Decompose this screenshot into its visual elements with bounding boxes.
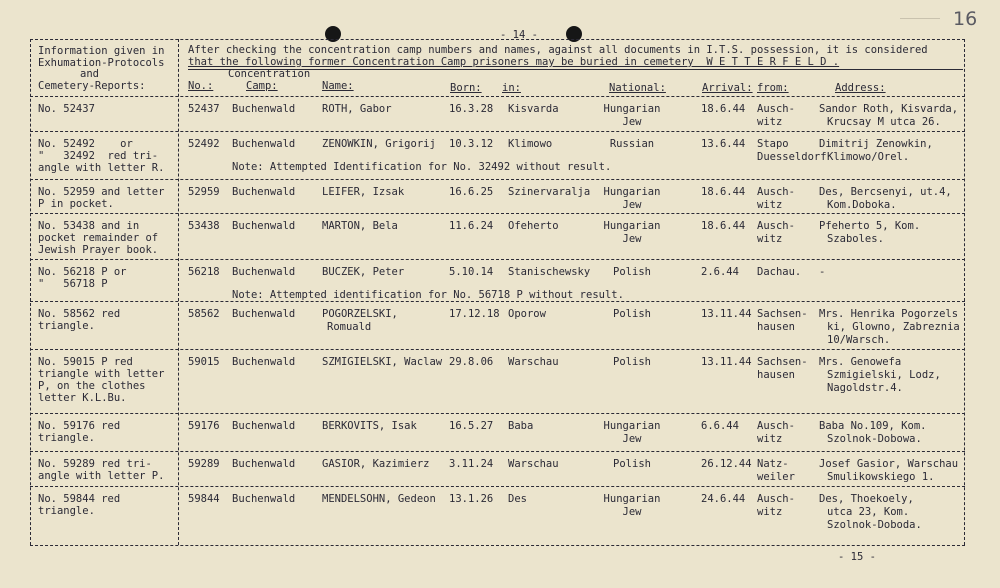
- row-info-line: pocket remainder of: [38, 232, 159, 244]
- bottom-page-number: - 15 -: [838, 551, 876, 563]
- faint-pencil-mark: [900, 18, 940, 19]
- row-arrival: 26.12.44: [701, 458, 752, 470]
- table-right-border: [964, 39, 965, 545]
- row-address: Des, Bercsenyi, ut.4,: [819, 186, 952, 198]
- row-info-line: triangle.: [38, 505, 95, 517]
- row-camp: Buchenwald: [232, 308, 296, 320]
- row-from: witz: [757, 116, 783, 128]
- row-name: LEIFER, Izsak: [322, 186, 405, 198]
- row-camp: Buchenwald: [232, 138, 296, 150]
- row-from: Natz-: [757, 458, 789, 470]
- row-born: 16.3.28: [449, 103, 494, 115]
- row-divider: [30, 131, 965, 132]
- row-divider: [30, 486, 965, 487]
- row-from: witz: [757, 233, 783, 245]
- row-nationality: Hungarian: [603, 493, 661, 505]
- row-from: witz: [757, 199, 783, 211]
- row-birthplace: Kisvarda: [508, 103, 559, 115]
- row-nationality: Jew: [622, 433, 642, 445]
- row-arrival: 24.6.44: [701, 493, 746, 505]
- row-divider: [30, 413, 965, 414]
- row-nationality: Jew: [622, 506, 642, 518]
- row-from: Ausch-: [757, 220, 795, 232]
- row-name: MENDELSOHN, Gedeon: [322, 493, 436, 505]
- row-info-line: " 56718 P: [38, 278, 108, 290]
- row-from: weiler: [757, 471, 795, 483]
- row-from: witz: [757, 433, 783, 445]
- row-birthplace: Des: [508, 493, 527, 505]
- row-info-line: No. 59176 red: [38, 420, 121, 432]
- row-address: Mrs. Henrika Pogorzels: [819, 308, 959, 320]
- row-prisoner-number: 59289: [188, 458, 220, 470]
- row-prisoner-number: 52492: [188, 138, 220, 150]
- row-info-line: " 32492 red tri-: [38, 150, 159, 162]
- header-info-line-2: Exhumation-Protocols: [38, 57, 165, 69]
- row-name: GASIOR, Kazimierz: [322, 458, 430, 470]
- row-from: Sachsen-: [757, 356, 808, 368]
- row-birthplace: Warschau: [508, 458, 559, 470]
- row-divider: [30, 96, 965, 97]
- row-arrival: 13.11.44: [701, 356, 752, 368]
- row-birthplace: Klimowo: [508, 138, 553, 150]
- row-nationality: Hungarian: [603, 420, 661, 432]
- row-address: Smulikowskiego 1.: [827, 471, 935, 483]
- row-camp: Buchenwald: [232, 103, 296, 115]
- row-address: Kom.Doboka.: [827, 199, 897, 211]
- row-born: 5.10.14: [449, 266, 494, 278]
- col-national: National:: [609, 82, 666, 94]
- row-from: Duesseldorf: [757, 151, 827, 163]
- col-in: in:: [502, 82, 521, 94]
- row-camp: Buchenwald: [232, 266, 296, 278]
- row-from: witz: [757, 506, 783, 518]
- row-arrival: 18.6.44: [701, 220, 746, 232]
- row-info-line: No. 52492 or: [38, 138, 133, 150]
- row-address: Szolnok-Doboda.: [827, 519, 922, 531]
- row-note: Note: Attempted identification for No. 56718 P without result.: [232, 289, 624, 301]
- row-birthplace: Ofeherto: [508, 220, 559, 232]
- row-info-line: triangle with letter: [38, 368, 165, 380]
- row-prisoner-number: 56218: [188, 266, 220, 278]
- row-address: Josef Gasior, Warschau: [819, 458, 959, 470]
- row-info-line: angle with letter R.: [38, 162, 165, 174]
- header-info-line-4: Cemetery-Reports:: [38, 80, 146, 92]
- row-born: 10.3.12: [449, 138, 494, 150]
- row-info-line: Jewish Prayer book.: [38, 244, 159, 256]
- row-camp: Buchenwald: [232, 420, 296, 432]
- row-born: 17.12.18: [449, 308, 500, 320]
- row-address: Mrs. Genowefa: [819, 356, 902, 368]
- row-prisoner-number: 59176: [188, 420, 220, 432]
- row-nationality: Polish: [613, 356, 651, 368]
- row-from: hausen: [757, 369, 795, 381]
- row-info-line: No. 56218 P or: [38, 266, 127, 278]
- row-arrival: 6.6.44: [701, 420, 739, 432]
- row-nationality: Polish: [613, 308, 651, 320]
- row-camp: Buchenwald: [232, 186, 296, 198]
- table-top-border: [30, 39, 965, 40]
- row-address: Szolnok-Dobowa.: [827, 433, 922, 445]
- intro-line-2: that the following former Concentration Camp prisoners may be buried in cemetery W E T T E R F E L D .: [188, 56, 840, 68]
- row-prisoner-number: 52437: [188, 103, 220, 115]
- row-camp: Buchenwald: [232, 220, 296, 232]
- row-nationality: Hungarian: [603, 103, 661, 115]
- row-from: hausen: [757, 321, 795, 333]
- row-info-line: P in pocket.: [38, 198, 114, 210]
- row-info-line: letter K.L.Bu.: [38, 392, 127, 404]
- row-info-line: No. 59289 red tri-: [38, 458, 152, 470]
- row-nationality: Jew: [622, 199, 642, 211]
- row-name: ROTH, Gabor: [322, 103, 392, 115]
- row-from: Ausch-: [757, 103, 795, 115]
- row-arrival: 13.6.44: [701, 138, 746, 150]
- header-info-line-3: and: [80, 68, 99, 80]
- col-born: Born:: [450, 82, 482, 94]
- row-address: 10/Warsch.: [827, 334, 891, 346]
- row-info-line: P, on the clothes: [38, 380, 146, 392]
- row-address: Pfeherto 5, Kom.: [819, 220, 921, 232]
- row-from: Ausch-: [757, 493, 795, 505]
- row-address: Dimitrij Zenowkin,: [819, 138, 933, 150]
- row-from: Ausch-: [757, 420, 795, 432]
- row-info-line: triangle.: [38, 432, 95, 444]
- row-nationality: Polish: [613, 458, 651, 470]
- row-nationality: Jew: [622, 116, 642, 128]
- col-address: Address:: [835, 82, 886, 94]
- row-born: 3.11.24: [449, 458, 494, 470]
- row-born: 11.6.24: [449, 220, 494, 232]
- row-birthplace: Stanischewsky: [508, 266, 591, 278]
- row-divider: [30, 349, 965, 350]
- col-camp-top: Concentration: [228, 68, 311, 80]
- row-address: Nagoldstr.4.: [827, 382, 903, 394]
- table-left-border: [30, 39, 31, 545]
- row-from: Sachsen-: [757, 308, 808, 320]
- row-from: Dachau.: [757, 266, 802, 278]
- row-arrival: 2.6.44: [701, 266, 739, 278]
- row-name: Romuald: [327, 321, 372, 333]
- row-info-line: angle with letter P.: [38, 470, 165, 482]
- row-nationality: Russian: [609, 138, 655, 150]
- row-info-line: No. 52959 and letter: [38, 186, 165, 198]
- row-info-line: No. 53438 and in: [38, 220, 140, 232]
- table-bottom-border: [30, 545, 965, 546]
- row-name: ZENOWKIN, Grigorij: [322, 138, 436, 150]
- row-birthplace: Oporow: [508, 308, 546, 320]
- row-prisoner-number: 59844: [188, 493, 220, 505]
- row-arrival: 13.11.44: [701, 308, 752, 320]
- row-prisoner-number: 59015: [188, 356, 220, 368]
- sheet-number: 16: [953, 8, 978, 30]
- row-name: BERKOVITS, Isak: [322, 420, 417, 432]
- col-from: from:: [757, 82, 789, 94]
- row-address: Sandor Roth, Kisvarda,: [819, 103, 959, 115]
- row-info-line: No. 59844 red: [38, 493, 121, 505]
- row-birthplace: Baba: [508, 420, 534, 432]
- row-divider: [30, 213, 965, 214]
- row-info-line: triangle.: [38, 320, 95, 332]
- row-birthplace: Szinervaralja: [508, 186, 591, 198]
- row-camp: Buchenwald: [232, 356, 296, 368]
- row-prisoner-number: 58562: [188, 308, 220, 320]
- row-address: ki, Glowno, Zabreznia: [827, 321, 960, 333]
- col-arrival: Arrival:: [702, 82, 753, 94]
- row-born: 13.1.26: [449, 493, 494, 505]
- row-prisoner-number: 53438: [188, 220, 220, 232]
- row-note: Note: Attempted Identification for No. 32492 without result.: [232, 161, 612, 173]
- row-name: SZMIGIELSKI, Waclaw: [322, 356, 443, 368]
- row-nationality: Polish: [613, 266, 651, 278]
- col-name: Name:: [322, 80, 354, 92]
- row-divider: [30, 259, 965, 260]
- row-born: 16.5.27: [449, 420, 494, 432]
- top-page-number: - 14 -: [500, 29, 538, 41]
- row-info-line: No. 59015 P red: [38, 356, 133, 368]
- col-no: No.:: [188, 80, 214, 92]
- row-address: Des, Thoekoely,: [819, 493, 914, 505]
- row-from: Stapo: [757, 138, 789, 150]
- row-from: Ausch-: [757, 186, 795, 198]
- column-divider: [178, 39, 179, 545]
- row-nationality: Jew: [622, 233, 642, 245]
- row-born: 29.8.06: [449, 356, 494, 368]
- row-info-line: No. 58562 red: [38, 308, 121, 320]
- intro-line-1: After checking the concentration camp numbers and names, against all documents in I.T.S. possession, it is considered: [188, 44, 928, 56]
- row-divider: [30, 179, 965, 180]
- row-camp: Buchenwald: [232, 493, 296, 505]
- row-birthplace: Warschau: [508, 356, 559, 368]
- row-address: Krucsay M utca 26.: [827, 116, 941, 128]
- row-nationality: Hungarian: [603, 186, 661, 198]
- row-arrival: 18.6.44: [701, 186, 746, 198]
- row-born: 16.6.25: [449, 186, 494, 198]
- header-info-line-1: Information given in: [38, 45, 165, 57]
- row-info-line: No. 52437: [38, 103, 95, 115]
- row-name: POGORZELSKI,: [322, 308, 398, 320]
- col-camp: Camp:: [246, 80, 278, 92]
- row-name: MARTON, Bela: [322, 220, 398, 232]
- row-address: Klimowo/Orel.: [827, 151, 910, 163]
- row-address: utca 23, Kom.: [827, 506, 910, 518]
- row-camp: Buchenwald: [232, 458, 296, 470]
- row-address: Szaboles.: [827, 233, 884, 245]
- row-nationality: Hungarian: [603, 220, 661, 232]
- row-arrival: 18.6.44: [701, 103, 746, 115]
- row-divider: [30, 451, 965, 452]
- row-prisoner-number: 52959: [188, 186, 220, 198]
- row-name: BUCZEK, Peter: [322, 266, 405, 278]
- row-address: Baba No.109, Kom.: [819, 420, 927, 432]
- row-address: Szmigielski, Lodz,: [827, 369, 941, 381]
- row-address: -: [819, 266, 826, 278]
